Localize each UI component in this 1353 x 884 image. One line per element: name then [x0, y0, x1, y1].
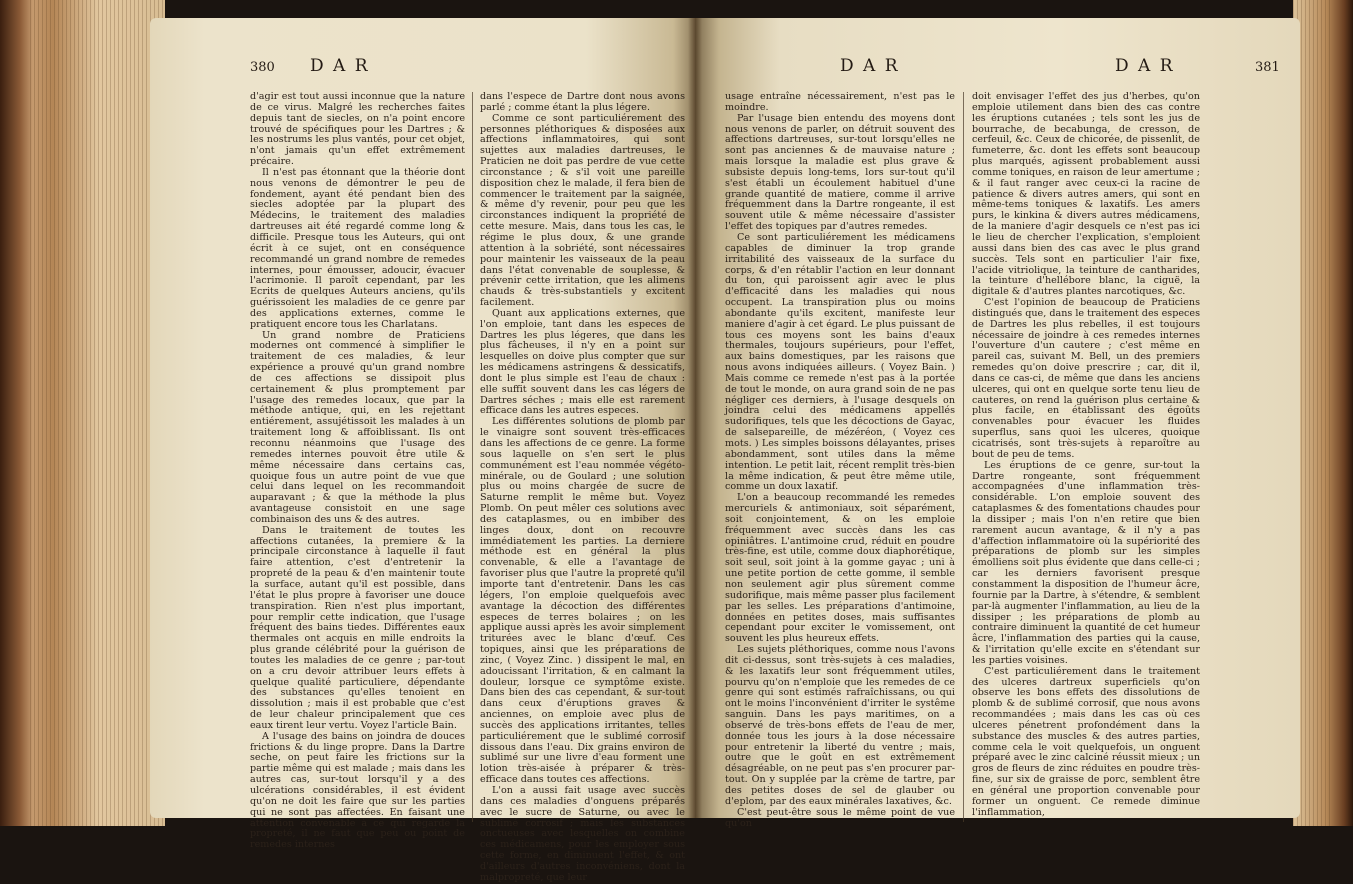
paragraph: C'est peut-être sous le même point de vue qu'on: [725, 806, 955, 829]
column-rule: [472, 92, 473, 822]
paragraph: dans l'espece de Dartre dont nous avons parlé ; comme étant la plus légere.: [480, 91, 685, 113]
left-page: [150, 18, 695, 883]
paragraph: Comme ce sont particuliérement des personnes pléthoriques & disposées aux affections inflammatoires, qui sont sujettes aux maladies dartreuses, le Praticien ne doit pas perdre de vue cette circonstance ; & s'il voit une pareille disposition chez le malade, il fera bien de commencer le traitement par la saignée, & même d'y revenir, pour peu que les circonstances indiquent la propriété de cette mesure. Mais, dans tous les cas, le régime le plus doux, & une grande attention à la sobriété, sont nécessaires pour maintenir les vaisseaux de la peau dans l'état convenable de souplesse, & prévenir cette irritation, que les alimens chauds & très-substantiels y excitent facilement.: [480, 112, 685, 309]
column-rule: [963, 92, 964, 822]
paragraph: Les sujets pléthoriques, comme nous l'avons dit ci-dessus, sont très-sujets à ces maladies, & les laxatifs leur sont fréquemment utiles, pourvu qu'on n'emploie que les remedes de ce genre qui sont estimés rafraîchissans, ou qui ont le moins l'inconvénient d'irriter le systême sanguin. Dans les pays maritimes, on a observé de très-bons effets de l'eau de mer, donnée tous les jours à la dose nécessaire pour entretenir la liberté du ventre ; mais, outre que le goût en est extrêmement désagréable, on ne peut pas s'en procurer par-tout. On y supplée par la crème de tartre, par des petites doses de sel de glauber ou d'eplom, par des eaux minérales laxatives, &c.: [725, 644, 955, 807]
right-running-head-right: D A R: [1115, 56, 1175, 76]
paragraph: Il n'est pas étonnant que la théorie dont nous venons de démontrer le peu de fondement, ayant été pendant bien des siecles adoptée par la plupart des Médecins, le traitement des maladies dartreuses ait été regardé comme long & difficile. Presque tous les Auteurs, qui ont écrit à ce sujet, ont en conséquence recommandé un grand nombre de remedes internes, pour émousser, adoucir, évacuer l'acrimonie. Il paroît cependant, par les Ecrits de quelques Auteurs anciens, qu'ils guérissoient les maladies de ce genre par des applications externes, comme le pratiquent encore tous les Charlatans.: [250, 166, 465, 330]
paragraph: Quant aux applications externes, que l'on emploie, tant dans les especes de Dartres les plus légeres, que dans les plus fâcheuses, il n'y en a point sur lesquelles on doive plus compter que sur les médicamens astringens & dessicatifs, dont le plus simple est l'eau de chaux : elle suffit souvent dans les cas légers de Dartres séches ; mais elle est rarement efficace dans les autres especes.: [480, 307, 685, 417]
paragraph: Les éruptions de ce genre, sur-tout la Dartre rongeante, sont fréquemment accompagnées d'une inflammation très-considérable. L'on emploie souvent des cataplasmes & des fomentations chaudes pour la dissiper ; mais l'on n'en retire que bien rarement aucun avantage, & il n'y a pas d'affection inflammatoire où la supériorité des préparations de plomb sur les simples émolliens soit plus évidente que dans celle-ci ; car les derniers favorisent presque constamment la disposition de l'humeur âcre, fournie par la Dartre, à s'étendre, & semblent par-là augmenter l'inflammation, au lieu de la dissiper ; les préparations de plomb au contraire diminuent la quantité de cet humeur âcre, l'inflammation des parties qui la cause, & l'irritation qu'elle excite en s'étendant sur les parties voisines.: [972, 459, 1200, 666]
left-page-edges: [0, 0, 165, 826]
paragraph: C'est l'opinion de beaucoup de Praticiens distingués que, dans le traitement des especes de Dartres les plus rebelles, il est toujours nécessaire de joindre à ces remedes internes l'ouverture d'un cautere ; c'est même en pareil cas, suivant M. Bell, un des premiers remedes qu'on doive prescrire ; car, dit il, dans ce cas-ci, de même que dans les anciens ulceres, qui ont en quelque sorte tenu lieu de cauteres, on rend la guérison plus certaine & plus facile, en établissant des égoûts convenables pour évacuer les fluides superflus, sans quoi les ulceres, quoique cicatrisés, sont très-sujets à reparoître au bout de peu de tems.: [972, 297, 1200, 460]
paragraph: L'on a beaucoup recommandé les remedes mercuriels & antimoniaux, soit séparément, soit conjointement, & on les emploie fréquemment avec succès dans les cas opiniâtres. L'antimoine crud, réduit en poudre très-fine, est utile, comme doux diaphorétique, soit seul, soit joint à la gomme gayac ; uni à une petite portion de cette gomme, il semble non seulement agir plus sûrement comme sudorifique, mais même passer plus facilement par les selles. Les préparations d'antimoine, données en petites doses, mais suffisantes cependant pour exciter le vomissement, ont souvent les plus heureux effets.: [725, 492, 955, 645]
right-page-number: 381: [1255, 60, 1280, 75]
paragraph: A l'usage des bains on joindra de douces frictions & du linge propre. Dans la Dartre seche, on peut faire les frictions sur la partie même qui est malade ; mais dans les autres cas, sur-tout lorsqu'il y a des ulcérations considérables, il est évident qu'on ne doit les faire que sur les parties qui ne sont pas affectées. En faisant une attention convenable à ce qui regarde la propreté, il ne faut que peu ou point de remedes internes: [250, 730, 465, 851]
paragraph: doit envisager l'effet des jus d'herbes, qu'on emploie utilement dans bien des cas contre les éruptions cutanées ; tels sont les jus de bourrache, de becabunga, de cresson, de cerfeuil, &c. Ceux de chicorée, de pissenlit, de fumeterre, &c. dont les effets sont beaucoup plus marqués, agissent probablement aussi comme toniques, en raison de leur amertume ; & il faut ranger avec ceux-ci la racine de patience & divers autres amers, qui sont en même-tems toniques & laxatifs. Les amers purs, le kinkina & divers autres médicamens, de la maniere d'agir desquels ce n'est pas ici le lieu de chercher l'explication, s'emploient aussi dans bien des cas avec le plus grand succès. Tels sont en particulier l'air fixe, l'acide vitriolique, la teinture de cantharides, la teinture d'hellébore blanc, la ciguë, la digitale & d'autres plantes narcotiques, &c.: [972, 91, 1200, 298]
paragraph: L'on a aussi fait usage avec succès dans ces maladies d'onguens préparés avec le sucre de Saturne, ou avec le sublimé corrosif ; mais les substances onctueuses avec lesquelles on combine ces médicamens, pour les employer sous cette forme, en diminuent l'effet, & ont d'ailleurs d'autres inconvéniens, dont la malpropreté, que leur: [480, 785, 685, 883]
book-gutter: [688, 18, 702, 818]
paragraph: C'est particuliérement dans le traitement des ulceres dartreux superficiels qu'on observe les bons effets des dissolutions de plomb & de sublimé corrosif, que nous avons recommandées ; mais dans les cas où ces ulceres pénetrent profondément dans la substance des muscles & des autres parties, comme cela le voit quelquefois, un onguent préparé avec le zinc calciné réussit mieux ; un gros de fleurs de zinc réduites en poudre très-fine, sur six de graisse de porc, semblent être en général une proportion convenable pour former un onguent. Ce remede diminue l'inflammation,: [972, 665, 1200, 818]
right-running-head-left: D A R: [840, 56, 900, 76]
paragraph: Un grand nombre de Praticiens modernes ont commencé à simplifier le traitement de ces maladies, & leur expérience a prouvé qu'un grand nombre de ces affections se dissipoit plus certainement & plus promptement par l'usage des remedes locaux, que par la méthode antique, qui, en les rejettant entiérement, assujétissoit les malades à un traitement long & affoiblissant. Ils ont reconnu néanmoins que l'usage des remedes internes pouvoit être utile & même nécessaire dans certains cas, quoique fous un autre point de vue que celui dans lequel on les recommandoit auparavant ; & que la méthode la plus avantageuse consistoit en une sage combinaison des uns & des autres.: [250, 329, 465, 525]
paragraph: d'agir est tout aussi inconnue que la nature de ce virus. Malgré les recherches faites depuis tant de siecles, on n'a point encore trouvé de spécifiques pour les Dartres ; & les nostrums les plus vantés, pour cet objet, n'ont jamais qu'un effet extrêmement précaire.: [250, 91, 465, 168]
right-page-edges: [1293, 0, 1353, 826]
paragraph: Ce sont particuliérement les médicamens capables de diminuer la trop grande irritabilité des vaisseaux de la surface du corps, & d'en rétablir l'action en leur donnant du ton, qui paroissent agir avec le plus d'efficacité dans les maladies qui nous occupent. La transpiration plus ou moins abondante qu'ils excitent, manifeste leur maniere d'agir à cet égard. Le plus puissant de tous ces moyens sont les bains d'eaux thermales, toujours supérieurs, pour l'effet, aux bains domestiques, par les raisons que nous avons indiquées ailleurs. ( Voyez Bain. ) Mais comme ce remede n'est pas à la portée de tout le monde, on aura grand soin de ne pas négliger ces derniers, à l'usage desquels on joindra celui des médicamens appellés sudorifiques, tels que les décoctions de Gayac, de salsepareille, de mézéréon, ( Voyez ces mots. ) Les simples boissons délayantes, prises abondamment, sont utiles dans la même intention. Le petit lait, récent remplit très-bien la même indication, & peut être même utile, comme un doux laxatif.: [725, 231, 955, 493]
paragraph: usage entraîne nécessairement, n'est pas le moindre.: [725, 91, 955, 113]
right-column-2: [972, 92, 1200, 819]
paragraph: Dans le traitement de toutes les affections cutanées, la premiere & la principale circonstance à laquelle il faut faire attention, c'est d'entretenir la propreté de la peau & d'en maintenir toute la surface, autant qu'il est possible, dans l'état le plus propre à favoriser une douce transpiration. Rien n'est plus important, pour remplir cette indication, que l'usage fréquent des bains tiedes. Différentes eaux thermales ont acquis en mille endroits la plus grande célébrité pour la guérison de toutes les maladies de ce genre ; par-tout on a cru devoir attribuer leurs effets à quelque qualité particuliere, dépendante des substances qu'elles tenoient en dissolution ; mais il est probable que c'est de leur chaleur principalement que ces eaux tirent leur vertu. Voyez l'article Bain.: [250, 524, 465, 731]
paragraph: Les différentes solutions de plomb par le vinaigre sont souvent très-efficaces dans les affections de ce genre. La forme sous laquelle on s'en sert le plus communément est l'eau nommée végéto-minérale, ou de Goulard ; une solution plus ou moins chargée de sucre de Saturne remplit le même but. Voyez Plomb. On peut mêler ces solutions avec des cataplasmes, ou en imbiber des linges doux, dont on recouvre immédiatement les parties. La derniere méthode est en général la plus convenable, & elle a l'avantage de favoriser plus que l'autre la propreté qu'il importe tant d'entretenir. Dans les cas légers, l'on emploie quelquefois avec avantage la décoction des différentes especes de terres bolaires ; on les applique aussi après les avoir simplement triturées avec le blanc d'œuf. Ces topiques, ainsi que les préparations de zinc, ( Voyez Zinc. ) dissipent le mal, en adoucissant l'irritation, & en calmant la douleur, lorsque ce symptôme existe. Dans bien des cas cependant, & sur-tout dans ceux d'éruptions graves & anciennes, on emploie avec plus de succès des applications irritantes, telles particuliérement que le sublimé corrosif dissous dans l'eau. Dix grains environ de sublimé sur une livre d'eau forment une lotion très-aisée à préparer & très-efficace dans toutes ces affections.: [480, 416, 685, 786]
left-column-2: [480, 92, 685, 884]
right-column-1: [725, 92, 955, 829]
right-page: [695, 18, 1300, 829]
left-column-1: [250, 92, 465, 851]
left-page-number: 380: [250, 60, 275, 75]
left-running-head: D A R: [310, 56, 370, 76]
paragraph: Par l'usage bien entendu des moyens dont nous venons de parler, on détruit souvent des affections dartreuses, sur-tout lorsqu'elles ne sont pas anciennes & de mauvaise nature ; mais lorsque la maladie est plus grave & subsiste depuis long-tems, lors sur-tout qu'il s'est établi un écoulement habituel d'une grande quantité de matiere, comme il arrive fréquemment dans la Dartre rongeante, il est souvent utile & même nécessaire d'assister l'effet des topiques par d'autres remedes.: [725, 112, 955, 233]
